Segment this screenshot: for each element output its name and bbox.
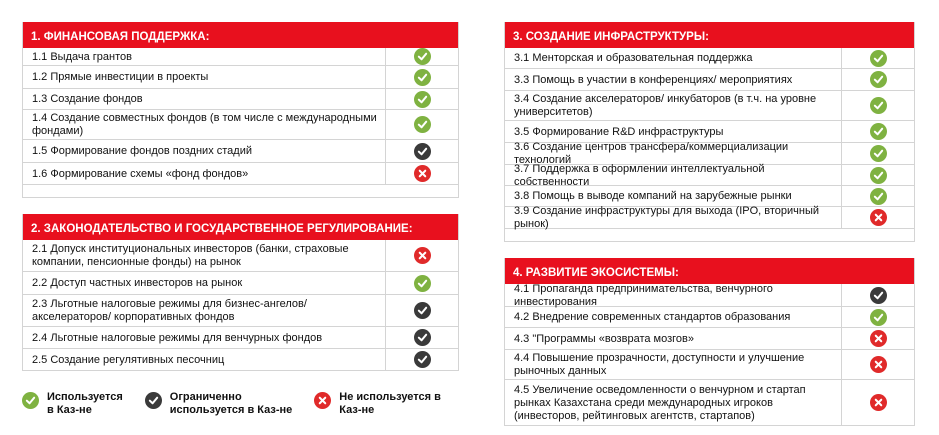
row-label: 2.4 Льготные налоговые режимы для венчурных фондов [23,327,386,348]
table-row [23,240,458,272]
check-circle-icon [870,50,887,67]
x-circle-icon [314,392,331,409]
row-label: 2.3 Льготные налоговые режимы для бизнес-ангелов/ акселераторов/ корпоративных фондов [23,295,386,326]
status-cell [842,186,914,206]
table-row [23,66,458,89]
section-infrastructure [504,22,915,229]
row-label: 3.4 Создание акселераторов/ инкубаторов (в т.ч. на уровне университетов) [505,91,842,120]
left-column [22,22,459,371]
table-row [505,207,914,229]
row-label: 3.9 Создание инфраструктуры для выхода (IPO, вторичный рынок) [505,207,842,228]
x-circle-icon [870,356,887,373]
status-cell [842,165,914,185]
status-cell [842,91,914,120]
status-cell [386,272,458,294]
status-cell [842,48,914,68]
check-circle-icon [870,145,887,162]
table-row [505,380,914,426]
check-circle-icon [870,97,887,114]
status-cell [386,349,458,370]
row-label: 2.2 Доступ частных инвесторов на рынок [23,272,386,294]
check-circle-icon [870,71,887,88]
x-circle-icon [870,330,887,347]
check-circle-icon [414,48,431,65]
status-cell [842,307,914,327]
table-row [23,163,458,185]
row-label: 4.5 Увеличение осведомленности о венчурном и стартап рынках Казахстана среди международных игроков (инвесторов, рейтинговых агентств, стартапов) [505,380,842,425]
status-cell [386,110,458,139]
section-header: 1. ФИНАНСОВАЯ ПОДДЕРЖКА: [23,22,458,48]
legend-label: Не используется в Каз-не [339,391,441,416]
status-cell [386,140,458,162]
status-cell [386,48,458,65]
row-label: 1.1 Выдача грантов [23,48,386,65]
row-label: 3.3 Помощь в участии в конференциях/ мероприятиях [505,69,842,90]
check-circle-icon [870,123,887,140]
check-circle-icon [414,275,431,292]
table-row [505,48,914,69]
x-circle-icon [414,165,431,182]
table-row [505,121,914,143]
status-cell [386,240,458,271]
section-header: 4. РАЗВИТИЕ ЭКОСИСТЕМЫ: [505,258,914,284]
check-circle-icon [414,143,431,160]
row-label: 2.1 Допуск институциональных инвесторов (банки, страховые компании, пенсионные фонды) на рынок [23,240,386,271]
legend-used [22,391,123,417]
check-circle-icon [870,309,887,326]
section-header: 3. СОЗДАНИЕ ИНФРАСТРУКТУРЫ: [505,22,914,48]
table-row [505,69,914,91]
table-row [23,110,458,140]
row-label: 4.2 Внедрение современных стандартов образования [505,307,842,327]
status-cell [842,207,914,228]
table-row [23,140,458,163]
row-label: 4.3 "Программы «возврата мозгов» [505,328,842,349]
check-circle-icon [870,188,887,205]
check-circle-icon [870,287,887,304]
check-circle-icon [414,329,431,346]
section-gap [22,198,459,214]
rows-list [505,48,914,229]
status-cell [842,328,914,349]
legend-label: Используется в Каз-не [47,391,123,416]
section-legislation [22,214,459,371]
legend-limited [145,391,293,417]
table-row [505,328,914,350]
status-cell [842,350,914,379]
x-circle-icon [870,394,887,411]
status-cell [842,284,914,306]
row-label: 4.1 Пропаганда предпринимательства, венчурного инвестирования [505,284,842,306]
row-label: 1.5 Формирование фондов поздних стадий [23,140,386,162]
section-financial-support [22,22,459,185]
x-circle-icon [870,209,887,226]
row-label: 3.8 Помощь в выводе компаний на зарубежные рынки [505,186,842,206]
section-header: 2. ЗАКОНОДАТЕЛЬСТВО И ГОСУДАРСТВЕННОЕ РЕГУЛИРОВАНИЕ: [23,214,458,240]
table-row [23,89,458,110]
status-cell [386,295,458,326]
row-label: 3.6 Создание центров трансфера/коммерциализации технологий [505,143,842,164]
row-label: 3.1 Менторская и образовательная поддержка [505,48,842,68]
legend [22,391,463,417]
table-row [23,295,458,327]
table-row [23,327,458,349]
table-row [23,349,458,371]
row-label: 1.4 Создание совместных фондов (в том числе с международными фондами) [23,110,386,139]
row-label: 3.5 Формирование R&D инфраструктуры [505,121,842,142]
legend-label: Ограниченно используется в Каз-не [169,391,293,416]
check-circle-icon [414,91,431,108]
status-cell [842,143,914,164]
rows-list [23,240,458,371]
status-cell [386,327,458,348]
rows-list [505,284,914,426]
table-row [505,307,914,328]
status-cell [386,66,458,88]
spacer-row [22,185,459,198]
check-circle-icon [870,167,887,184]
status-cell [842,121,914,142]
table-row [505,91,914,121]
x-circle-icon [414,247,431,264]
row-label: 1.2 Прямые инвестиции в проекты [23,66,386,88]
row-label: 4.4 Повышение прозрачности, доступности и улучшение рыночных данных [505,350,842,379]
row-label: 3.7 Поддержка в оформлении интеллектуальной собственности [505,165,842,185]
status-cell [386,163,458,184]
table-row [505,350,914,380]
check-circle-icon [414,302,431,319]
table-row [505,162,914,188]
status-cell [842,380,914,425]
table-row [505,186,914,207]
status-cell [386,89,458,109]
legend-not-used [314,391,441,417]
check-circle-icon [414,69,431,86]
row-label: 1.6 Формирование схемы «фонд фондов» [23,163,386,184]
check-circle-icon [145,392,162,409]
table-row [23,48,458,66]
row-label: 1.3 Создание фондов [23,89,386,109]
check-circle-icon [22,392,39,409]
table-row [23,272,458,295]
check-circle-icon [414,116,431,133]
right-column [504,22,915,426]
table-row [505,284,914,307]
section-ecosystem [504,258,915,426]
section-gap [504,242,915,258]
row-label: 2.5 Создание регулятивных песочниц [23,349,386,370]
rows-list [23,48,458,185]
check-circle-icon [414,351,431,368]
status-cell [842,69,914,90]
